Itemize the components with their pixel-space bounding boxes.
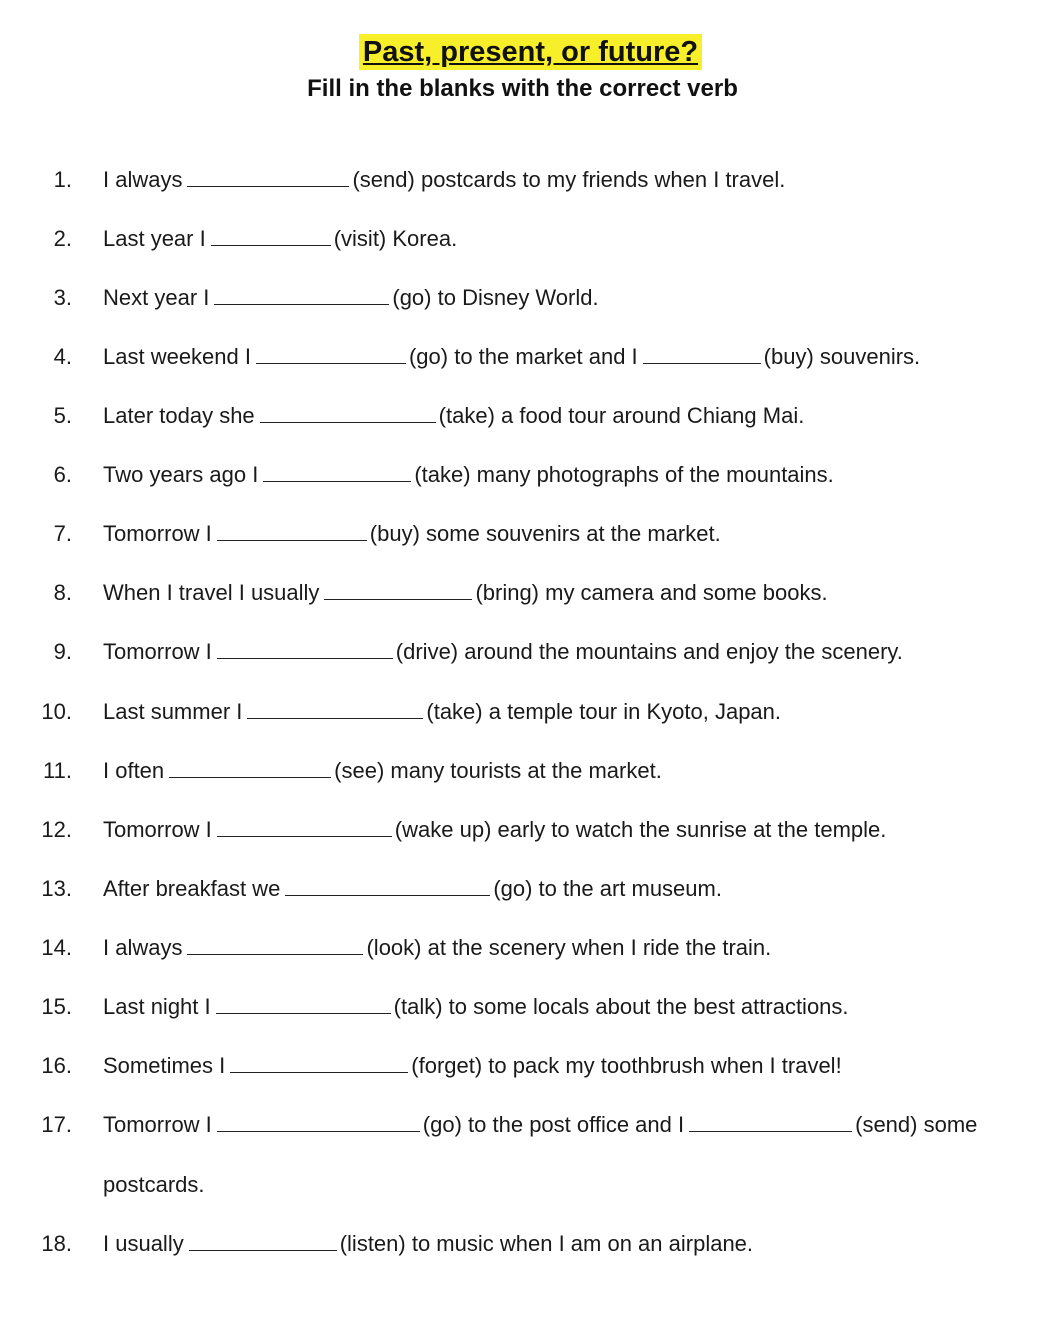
answer-blank[interactable]	[256, 343, 406, 364]
question-text-part: (look) at the scenery when I ride the train.	[366, 935, 772, 960]
question-number: 9.	[53, 639, 72, 664]
question-number: 1.	[53, 167, 72, 192]
question-text-part: (take) many photographs of the mountains.	[414, 462, 834, 487]
answer-blank[interactable]	[324, 579, 472, 600]
question-text-part: (wake up) early to watch the sunrise at the temple.	[394, 817, 887, 842]
question-number: 14.	[41, 935, 72, 960]
question-number: 17.	[41, 1112, 72, 1137]
question-text-part: I usually	[103, 1231, 184, 1256]
answer-blank[interactable]	[214, 284, 389, 305]
question-text	[103, 519, 721, 549]
question-text	[103, 756, 662, 786]
answer-blank[interactable]	[263, 461, 411, 482]
answer-blank[interactable]	[187, 166, 349, 187]
question-text-part: Last night I	[103, 994, 211, 1019]
question-number: 13.	[41, 876, 72, 901]
question-text-part: (take) a food tour around Chiang Mai.	[438, 403, 805, 428]
answer-blank[interactable]	[216, 993, 391, 1014]
question-number: 12.	[41, 817, 72, 842]
question-text-part: When I travel I usually	[103, 580, 320, 605]
question-text-part: Tomorrow I	[103, 817, 212, 842]
question-number: 2.	[53, 226, 72, 251]
question-text-part: (go) to Disney World.	[392, 285, 599, 310]
question-text-part: (go) to the market and I	[408, 344, 638, 369]
question-text	[103, 815, 886, 845]
answer-blank[interactable]	[217, 520, 367, 541]
question-number: 6.	[53, 462, 72, 487]
question-text	[103, 697, 781, 727]
answer-blank[interactable]	[211, 225, 331, 246]
question-text	[103, 460, 834, 490]
question-text-part: I always	[103, 167, 183, 192]
question-text-part: I always	[103, 935, 183, 960]
question-number: 5.	[53, 403, 72, 428]
question-text-part: (go) to the post office and I	[422, 1112, 685, 1137]
question-text-part: I often	[103, 758, 165, 783]
worksheet-subtitle: Fill in the blanks with the correct verb	[307, 75, 738, 102]
question-text-part: Tomorrow I	[103, 639, 212, 664]
question-number: 11.	[43, 758, 72, 783]
question-text-part: Next year I	[103, 285, 210, 310]
question-number: 4.	[53, 344, 72, 369]
question-text	[103, 1229, 753, 1259]
answer-blank[interactable]	[285, 875, 490, 896]
question-number: 7.	[53, 521, 72, 546]
question-text	[103, 1051, 842, 1081]
answer-blank[interactable]	[247, 698, 423, 719]
question-text	[103, 874, 722, 904]
question-number: 15.	[41, 994, 72, 1019]
question-text	[103, 578, 828, 608]
question-number: 16.	[41, 1053, 72, 1078]
question-continuation: postcards.	[103, 1172, 205, 1197]
question-text-part: Tomorrow I	[103, 1112, 212, 1137]
question-number: 3.	[53, 285, 72, 310]
question-text-part: Last summer I	[103, 699, 243, 724]
question-text-part: Later today she	[103, 403, 255, 428]
question-text-part: Tomorrow I	[103, 521, 212, 546]
question-text-part: (send) some	[855, 1112, 978, 1137]
answer-blank[interactable]	[643, 343, 761, 364]
answer-blank[interactable]	[217, 816, 392, 837]
question-text-part: (buy) some souvenirs at the market.	[369, 521, 721, 546]
question-text-part: (talk) to some locals about the best attractions.	[393, 994, 849, 1019]
question-text	[103, 165, 785, 195]
question-number: 8.	[53, 580, 72, 605]
question-number: 10.	[41, 699, 72, 724]
question-text-part: (buy) souvenirs.	[763, 344, 921, 369]
answer-blank[interactable]	[187, 934, 363, 955]
question-text-part: (take) a temple tour in Kyoto, Japan.	[426, 699, 782, 724]
answer-blank[interactable]	[689, 1111, 852, 1132]
question-text-part: (send) postcards to my friends when I travel.	[352, 167, 786, 192]
question-text-part: Last weekend I	[103, 344, 251, 369]
question-text	[103, 283, 599, 313]
question-number: 18.	[41, 1231, 72, 1256]
question-text-part: (bring) my camera and some books.	[475, 580, 828, 605]
answer-blank[interactable]	[189, 1230, 337, 1251]
question-text	[103, 637, 903, 667]
answer-blank[interactable]	[217, 638, 393, 659]
question-text	[103, 933, 771, 963]
question-text	[103, 224, 457, 254]
question-text-part: Two years ago I	[103, 462, 259, 487]
question-text	[103, 342, 920, 372]
question-text-part: After breakfast we	[103, 876, 281, 901]
question-text-part: (listen) to music when I am on an airplane.	[339, 1231, 754, 1256]
answer-blank[interactable]	[230, 1052, 408, 1073]
answer-blank[interactable]	[169, 757, 331, 778]
question-text-part: (drive) around the mountains and enjoy the scenery.	[395, 639, 903, 664]
question-text	[103, 1110, 977, 1140]
question-text-part: (go) to the art museum.	[493, 876, 722, 901]
title-wrap	[0, 34, 1061, 70]
question-text-part: (forget) to pack my toothbrush when I travel!	[411, 1053, 842, 1078]
question-text-part: (see) many tourists at the market.	[334, 758, 662, 783]
worksheet-title: Past, present, or future?	[359, 34, 702, 70]
question-text	[103, 401, 804, 431]
answer-blank[interactable]	[260, 402, 436, 423]
question-text	[103, 992, 849, 1022]
question-text-part: Last year I	[103, 226, 206, 251]
answer-blank[interactable]	[217, 1111, 420, 1132]
question-text-part: (visit) Korea.	[333, 226, 458, 251]
question-text-part: Sometimes I	[103, 1053, 226, 1078]
